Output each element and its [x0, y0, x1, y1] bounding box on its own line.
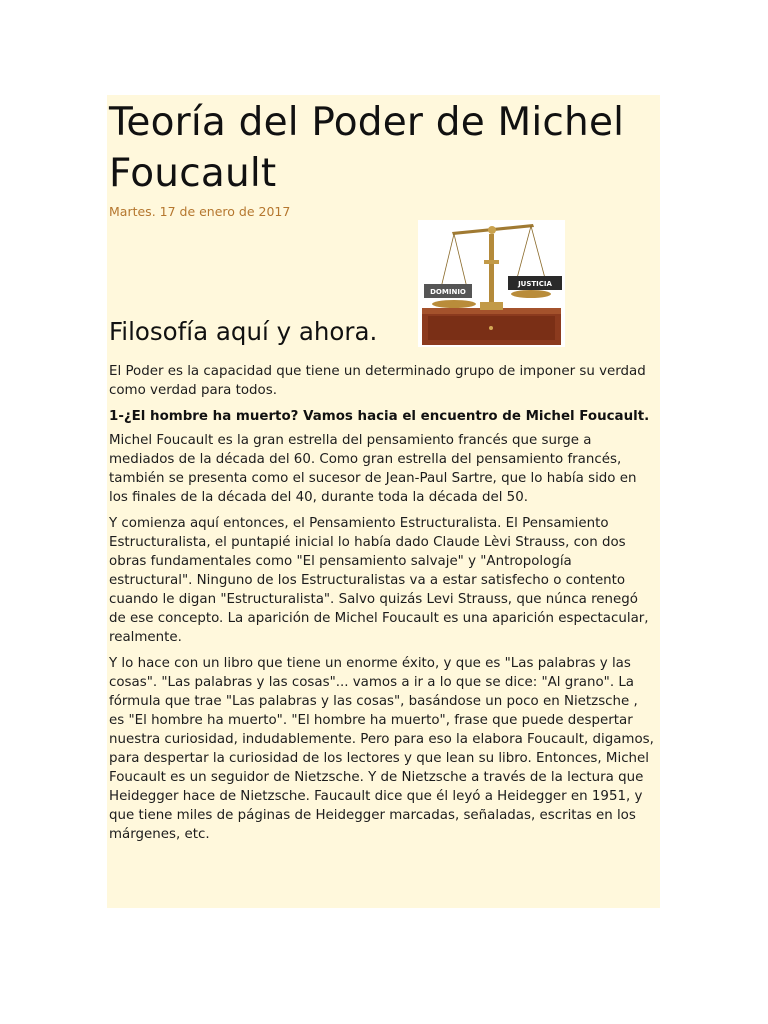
paragraph: Y lo hace con un libro que tiene un enorme éxito, y que es "Las palabras y las cosas". "Las palabras y las cosas"... vamos a ir a lo que se dice: "Al grano". La fórmula que trae "Las palabras y las cosas", basándose un poco en Nietzsche , es "El hombre ha muerto". "El hombre ha muerto", frase que puede despertar nuestra curiosidad, indudablemente. Pero para eso la elabora Foucault, digamos, para despertar la curiosidad de los lectores y que lean su libro. Entonces, Michel Foucault es un seguidor de Nietzsche. Y de Nietzsche a través de la lectura que Heidegger hace de Nietzsche. Faucault dice que él leyó a Heidegger en 1951, y que tiene miles de páginas de Heidegger marcadas, señaladas, escritas en los márgenes, etc.	[109, 656, 654, 842]
article-body	[109, 362, 657, 851]
paragraph: Y comienza aquí entonces, el Pensamiento Estructuralista. El Pensamiento Estructuralista, el puntapié inicial lo había dado Claude Lèvi Strauss, con dos obras fundamentales como "El pensamiento salvaje" y "Antropología estructural". Ninguno de los Estructuralistas va a estar satisfecho o contento cuando le digan "Estructuralista". Salvo quizás Levi Strauss, que núnca renegó de ese concepto. La aparición de Michel Foucault es una aparición espectacular, realmente.	[109, 516, 649, 645]
dominio-label: DOMINIO	[430, 288, 466, 296]
scale-of-justice-image	[418, 220, 565, 347]
paragraph: Michel Foucault es la gran estrella del pensamiento francés que surge a mediados de la década del 60. Como gran estrella del pensamiento francés, también se presenta como el sucesor de Jean-Paul Sartre, que lo había sido en los finales de la década del 40, durante toda la década del 50.	[109, 433, 637, 505]
article-page	[107, 95, 660, 908]
paragraph: El Poder es la capacidad que tiene un determinado grupo de imponer su verdad como verdad para todos.	[109, 364, 646, 398]
justicia-label: JUSTICIA	[518, 280, 552, 288]
section-heading: 1-¿El hombre ha muerto? Vamos hacia el encuentro de Michel Foucault.	[109, 409, 650, 424]
article-title: Teoría del Poder de Michel Foucault	[109, 100, 625, 196]
post-date: Martes. 17 de enero de 2017	[109, 204, 291, 219]
article-subtitle: Filosofía aquí y ahora.	[109, 317, 378, 346]
